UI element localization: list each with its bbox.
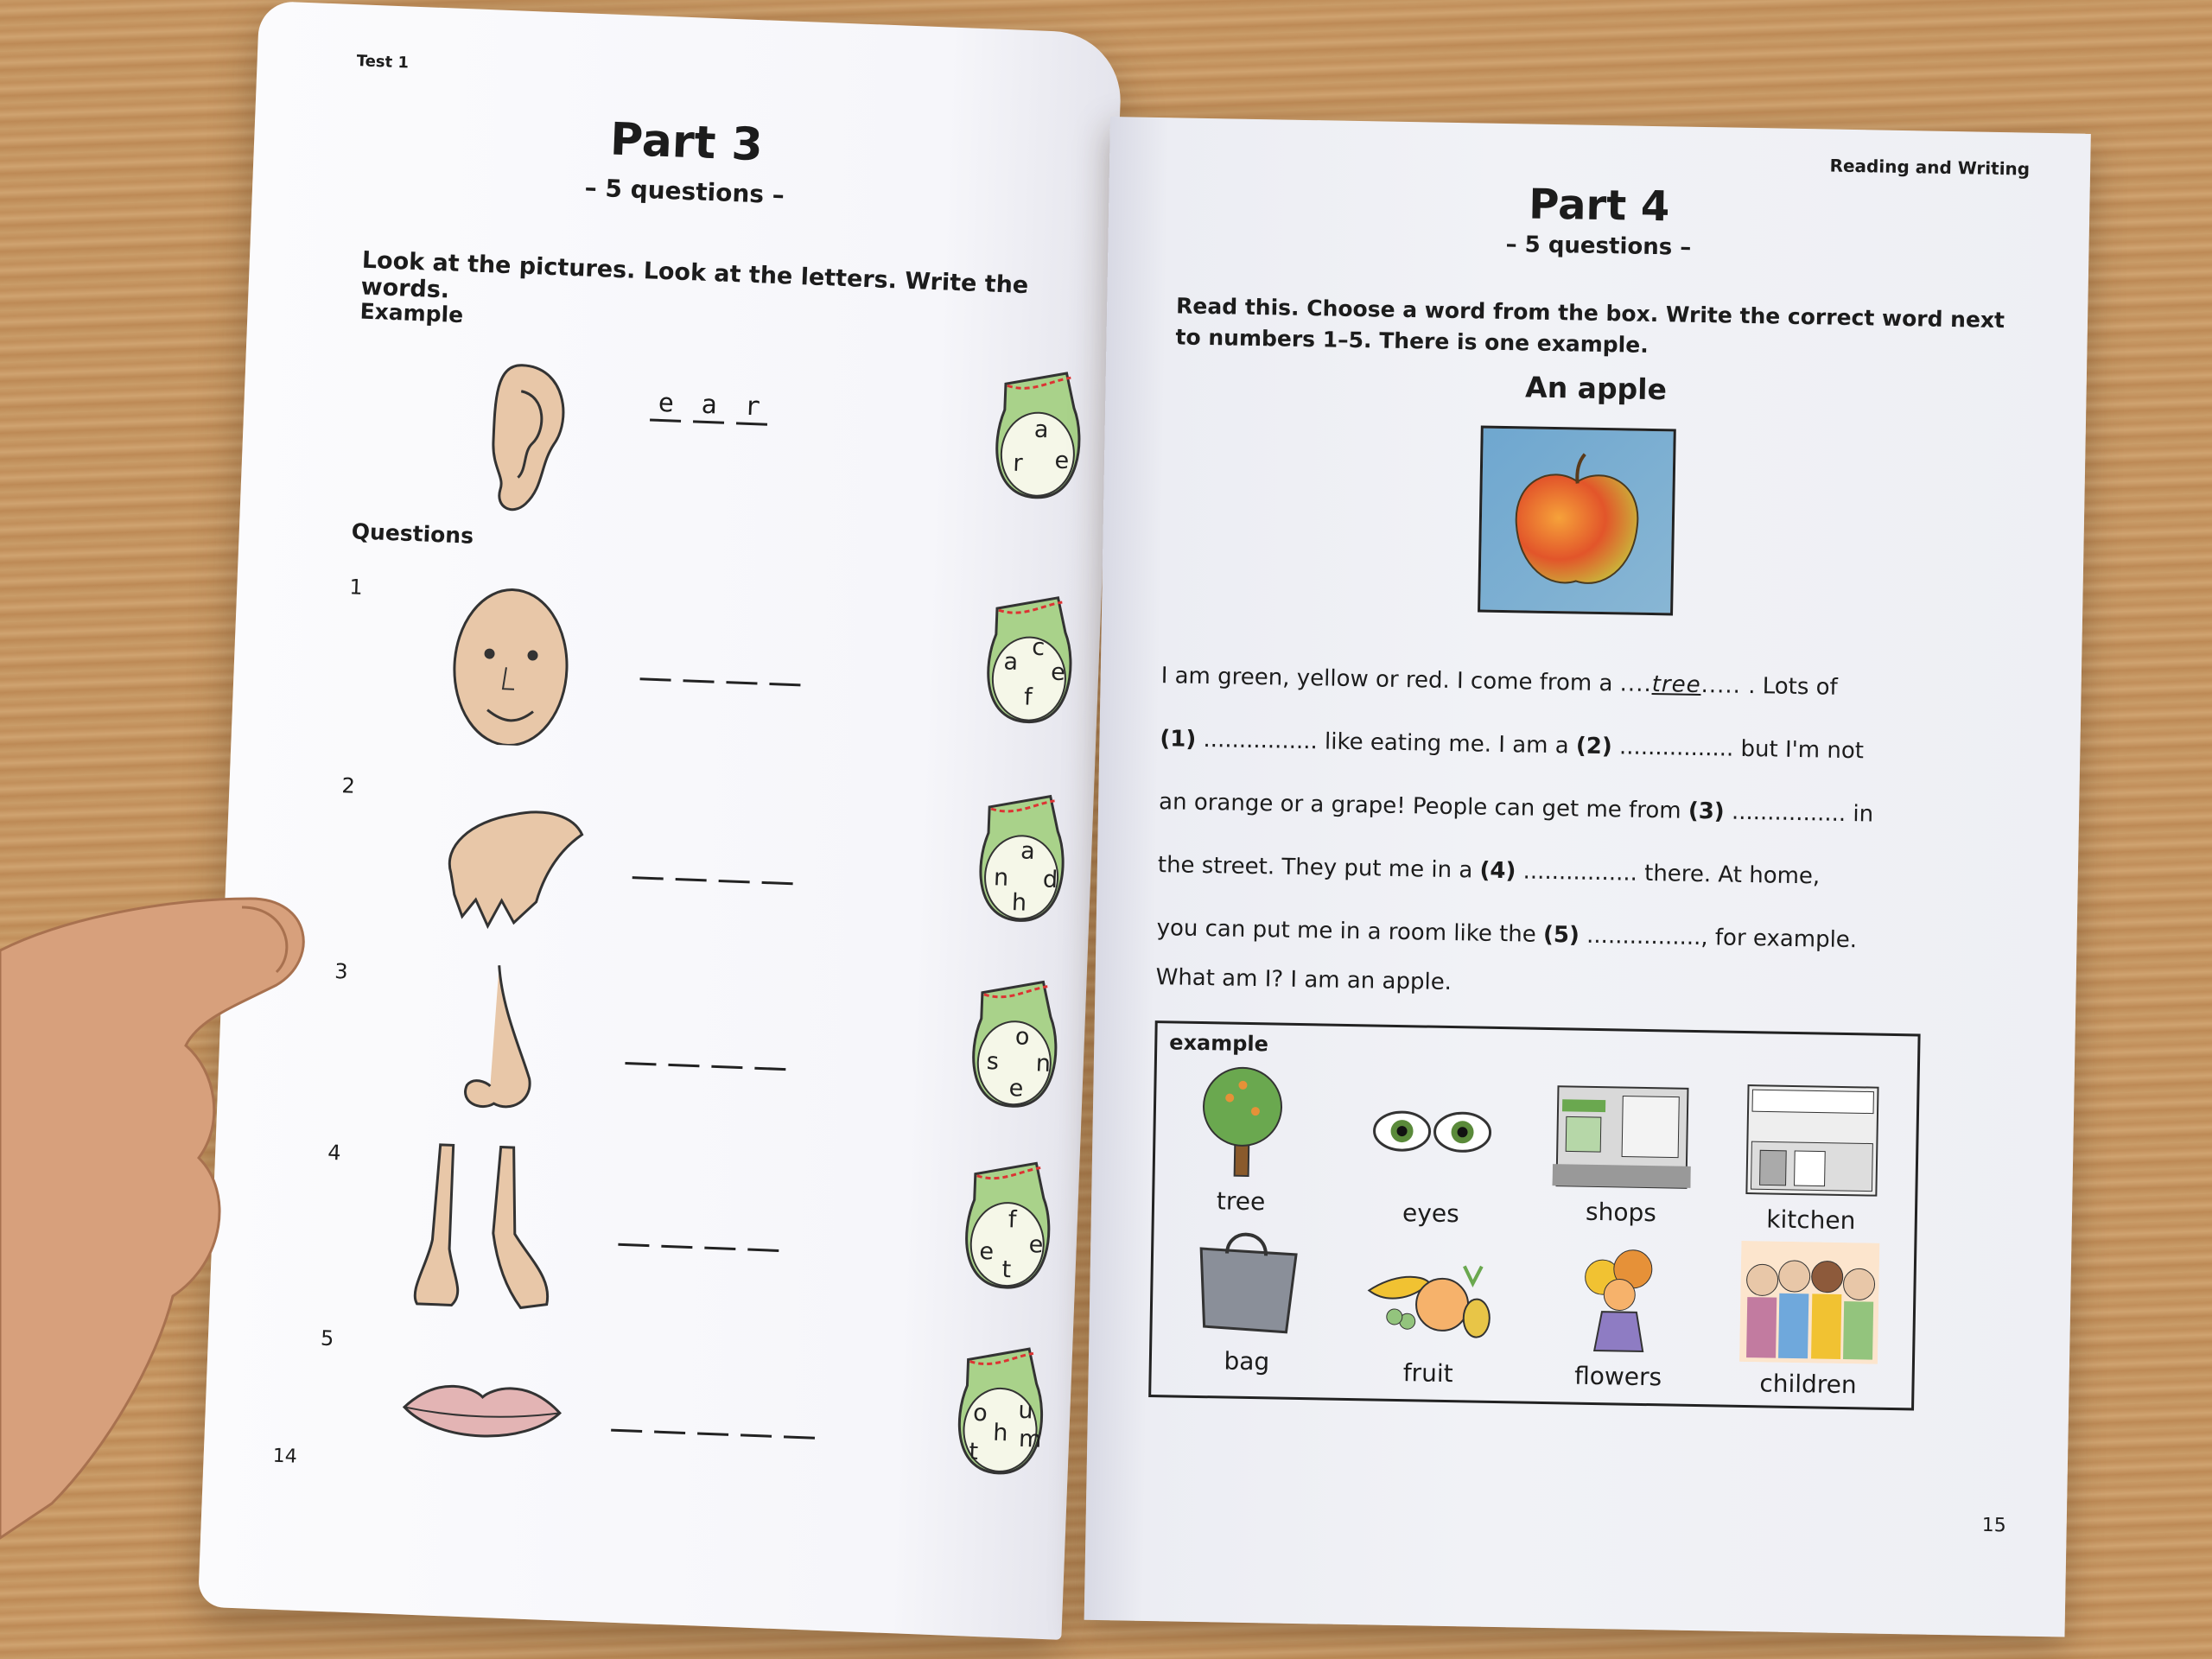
story-line: I am green, yellow or red. I come from a ....tree..... . Lots of: [1160, 663, 1838, 701]
children-icon: [1739, 1241, 1879, 1364]
word-option-shops: [1535, 1069, 1710, 1228]
story-line: What am I? I am an apple.: [1155, 964, 1452, 996]
word-label: flowers: [1573, 1361, 1662, 1392]
part-4-subtitle: – 5 questions –: [1505, 232, 1692, 261]
svg-text:o: o: [1014, 1023, 1031, 1051]
svg-text:u: u: [1017, 1396, 1034, 1425]
tree-icon: [1173, 1058, 1313, 1181]
word-option-bag: [1160, 1217, 1336, 1376]
test-label: Test 1: [356, 52, 410, 73]
fruit-icon: [1359, 1230, 1499, 1353]
example-letter: r: [736, 391, 768, 425]
answer-blanks[interactable]: [640, 646, 802, 686]
page-number: 15: [1981, 1514, 2006, 1537]
apple-icon: [1480, 429, 1674, 613]
nose-icon: [406, 953, 586, 1133]
story-title: An apple: [1524, 370, 1668, 407]
story-line: (1) ................ like eating me. I am a (2) ................ but I'm not: [1160, 726, 1865, 765]
example-letter: e: [650, 388, 682, 423]
mouth-icon: [392, 1320, 572, 1500]
answer-blanks[interactable]: [625, 1031, 786, 1071]
svg-text:o: o: [972, 1399, 988, 1427]
hand-holding-book: [0, 847, 328, 1659]
right-page: [1084, 117, 2091, 1637]
word-label: bag: [1224, 1346, 1270, 1376]
word-box-example-label: example: [1169, 1030, 1269, 1057]
page-number: 14: [272, 1445, 298, 1468]
part-3-title: Part 3: [609, 113, 764, 172]
question-row: [216, 955, 1086, 1160]
section-label: Reading and Writing: [1829, 155, 2031, 180]
letter-bag-icon: [968, 780, 1072, 931]
apple-picture: [1478, 426, 1676, 616]
word-box: [1148, 1020, 1920, 1410]
story-line: an orange or a grape! People can get me from (3) ................ in: [1158, 789, 1874, 828]
question-row: [231, 570, 1101, 776]
svg-text:a: a: [1020, 837, 1036, 865]
letter-bag-icon: [961, 966, 1065, 1116]
question-number: 2: [341, 773, 356, 798]
question-row: [209, 1136, 1079, 1342]
word-label: eyes: [1402, 1198, 1460, 1229]
part-4-title: Part 4: [1528, 180, 1670, 232]
word-option-kitchen: [1725, 1077, 1900, 1236]
word-option-flowers: [1531, 1233, 1707, 1392]
svg-text:h: h: [992, 1419, 1009, 1447]
question-row: [224, 769, 1094, 975]
word-label: fruit: [1402, 1358, 1453, 1389]
example-label: Example: [359, 298, 464, 328]
questions-label: Questions: [351, 518, 474, 549]
question-number: 3: [334, 958, 349, 984]
svg-text:e: e: [1028, 1231, 1044, 1259]
word-option-fruit: [1341, 1230, 1516, 1389]
letter-bag-icon: [976, 582, 1080, 732]
left-page: [198, 1, 1123, 1640]
svg-text:n: n: [993, 864, 1009, 892]
svg-text:e: e: [978, 1237, 995, 1266]
bag-letter: a: [1033, 416, 1050, 444]
feet-icon: [399, 1135, 579, 1314]
svg-text:f: f: [1023, 683, 1033, 711]
svg-text:t: t: [1001, 1255, 1012, 1284]
svg-text:h: h: [1011, 889, 1027, 917]
part-3-subtitle: – 5 questions –: [584, 173, 785, 210]
example-letter: a: [693, 389, 725, 423]
face-icon: [422, 569, 601, 749]
word-option-children: [1721, 1241, 1897, 1400]
letter-bag-icon: [953, 1147, 1058, 1298]
ear-icon: [430, 345, 610, 524]
hand-icon: [414, 768, 594, 948]
part-4-instruction: Read this. Choose a word from the box. Write the correct word next to numbers 1–5. There is one example.: [1175, 293, 2005, 358]
shops-icon: [1552, 1069, 1692, 1192]
part-3-instruction: Look at the pictures. Look at the letters. Write the words.: [360, 246, 1029, 304]
svg-text:e: e: [1050, 658, 1066, 687]
answer-blanks[interactable]: [611, 1398, 816, 1440]
svg-text:t: t: [968, 1438, 979, 1465]
flowers-icon: [1549, 1233, 1689, 1357]
word-label: children: [1759, 1369, 1857, 1400]
svg-text:f: f: [1007, 1206, 1017, 1234]
story-line: you can put me in a room like the (5) ................, for example.: [1156, 915, 1858, 954]
question-number: 1: [348, 575, 364, 600]
word-option-tree: [1154, 1058, 1330, 1217]
question-number: 5: [320, 1325, 334, 1351]
bag-letter: e: [1054, 447, 1070, 475]
example-answer: [650, 388, 768, 426]
letter-bag-icon: [984, 358, 1089, 508]
svg-text:m: m: [1018, 1425, 1043, 1453]
svg-text:s: s: [986, 1048, 1000, 1076]
answer-blanks[interactable]: [632, 845, 794, 885]
word-label: kitchen: [1766, 1205, 1856, 1236]
letter-bag-icon: [946, 1333, 1051, 1484]
question-row: [202, 1322, 1072, 1528]
bag-icon: [1178, 1218, 1318, 1342]
story-line: the street. They put me in a (4) ................ there. At home,: [1157, 852, 1821, 890]
word-label: tree: [1216, 1186, 1266, 1217]
svg-text:a: a: [1003, 648, 1019, 677]
story-text: [1155, 645, 2025, 1009]
svg-text:d: d: [1042, 866, 1058, 894]
bag-letter: r: [1012, 449, 1024, 478]
word-option-eyes: [1344, 1070, 1520, 1229]
eyes-icon: [1362, 1070, 1502, 1193]
example-answer: tree: [1651, 671, 1701, 699]
answer-blanks[interactable]: [618, 1212, 779, 1252]
svg-text:e: e: [1008, 1075, 1024, 1103]
kitchen-icon: [1742, 1077, 1882, 1200]
word-label: shops: [1585, 1197, 1657, 1228]
svg-text:c: c: [1031, 633, 1046, 662]
svg-text:n: n: [1035, 1050, 1052, 1077]
question-number: 4: [327, 1140, 342, 1166]
